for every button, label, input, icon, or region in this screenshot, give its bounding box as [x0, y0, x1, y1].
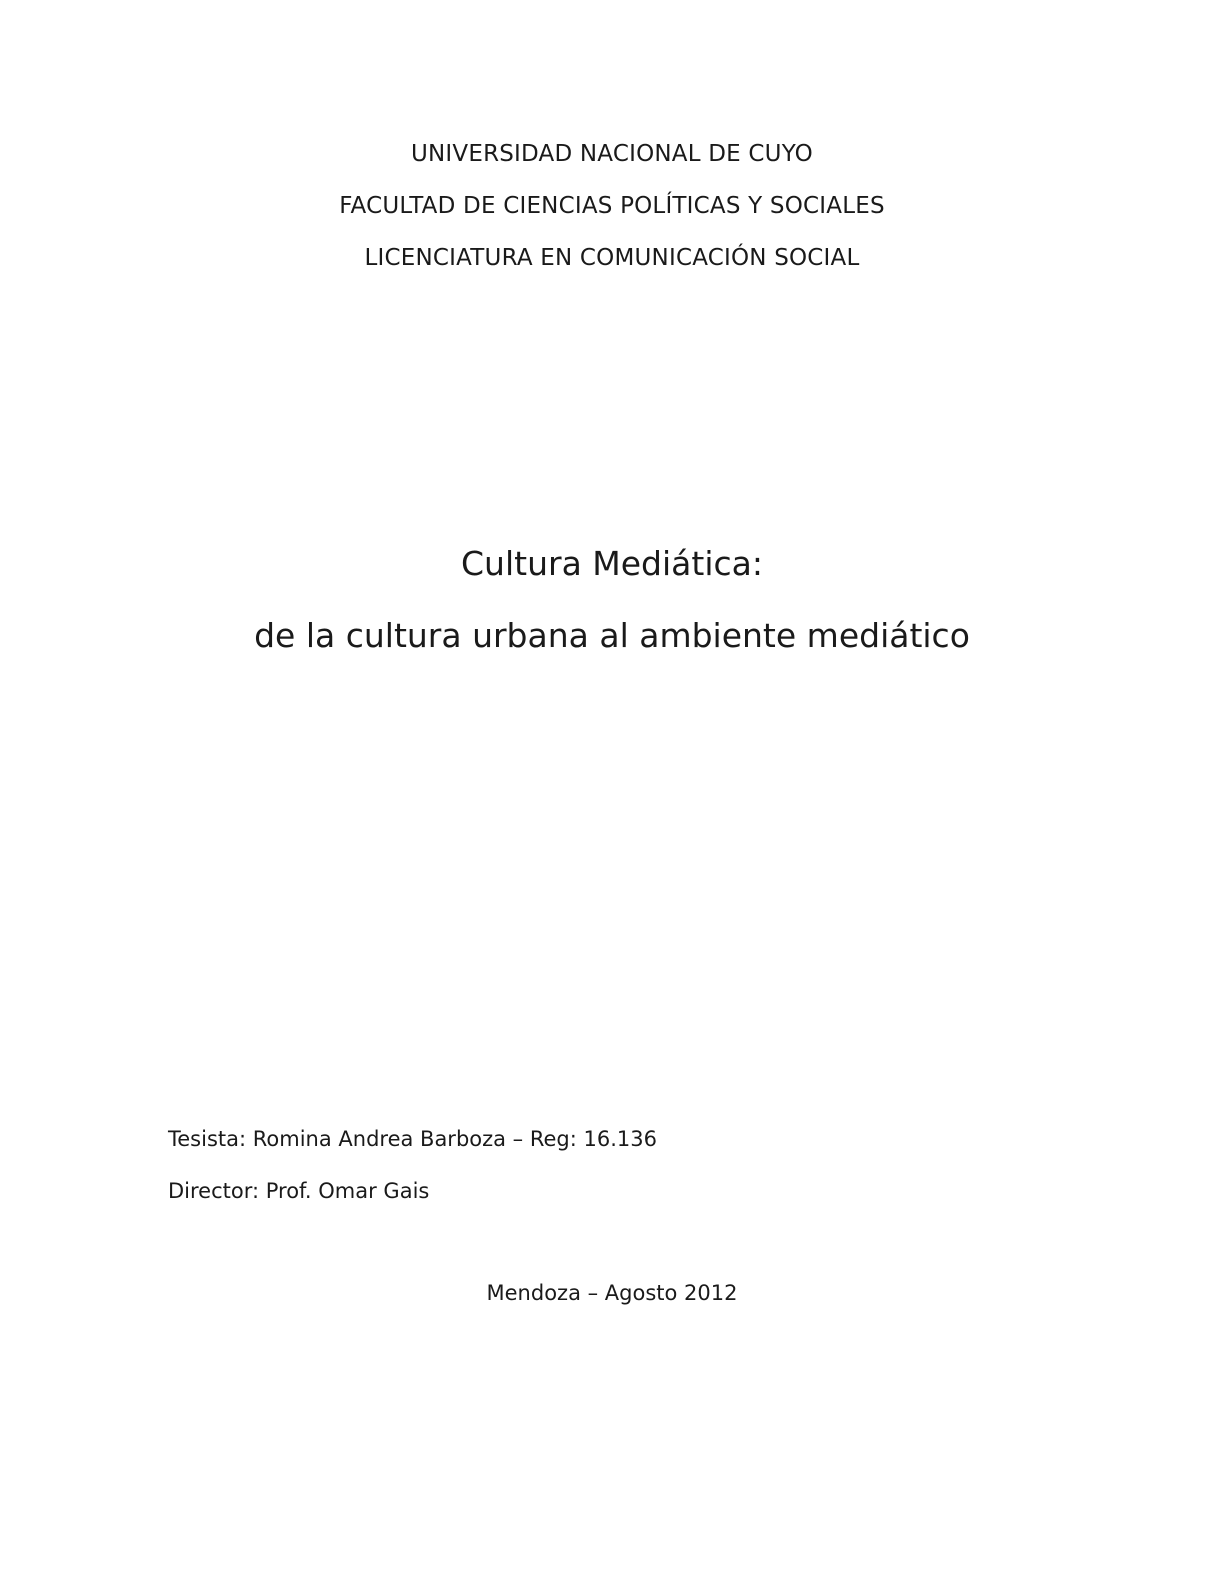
thesis-subtitle: de la cultura urbana al ambiente mediático [254, 616, 970, 655]
university-name: UNIVERSIDAD NACIONAL DE CUYO [410, 141, 813, 167]
author-line: Tesista: Romina Andrea Barboza – Reg: 16.136 [168, 1127, 657, 1151]
degree-name: LICENCIATURA EN COMUNICACIÓN SOCIAL [364, 245, 860, 271]
faculty-name: FACULTAD DE CIENCIAS POLÍTICAS Y SOCIALES [339, 193, 885, 219]
place-date: Mendoza – Agosto 2012 [486, 1281, 738, 1305]
thesis-title: Cultura Mediática: [461, 544, 763, 583]
director-line: Director: Prof. Omar Gais [168, 1179, 430, 1203]
